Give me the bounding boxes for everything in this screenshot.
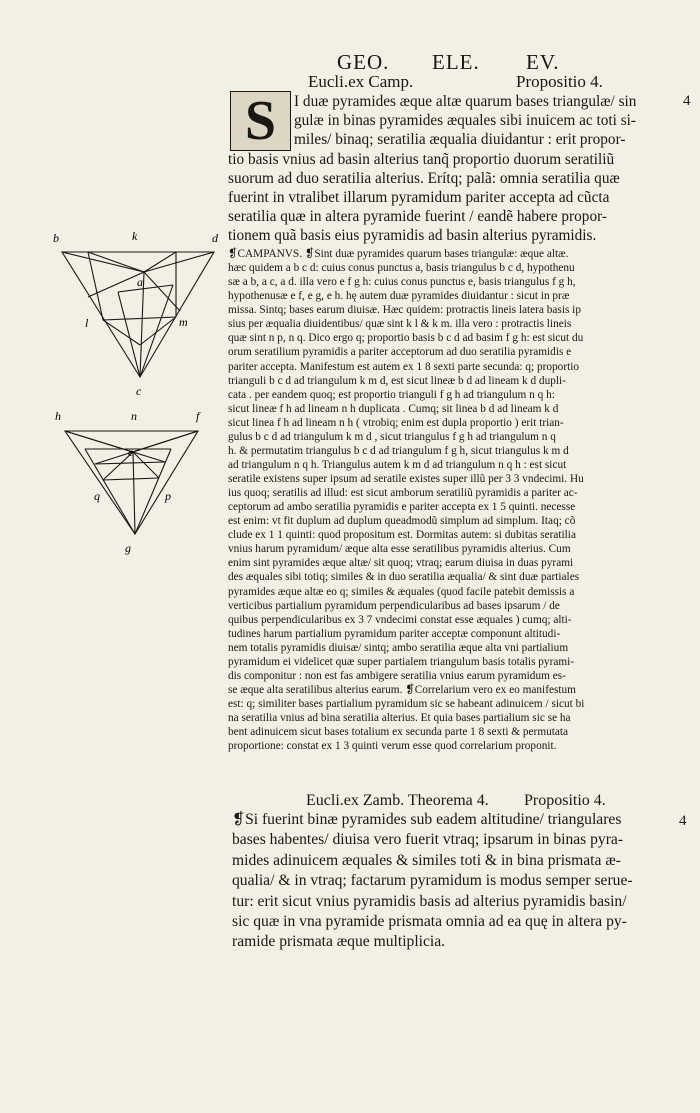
text-line: gulæ in binas pyramides æquales sibi inuicem ac toti si- [294, 112, 637, 130]
text-line: sicut lineæ f h ad lineam n h duplicata . Cumq; sit linea b d ad lineam k d [228, 402, 559, 415]
text-line: miles/ binaq; seratilia æqualia diuidantur : erit propor- [294, 131, 626, 149]
text-line: suorum ad duo seratilia alterius. Erítq; palã: omnia seratilia quæ [228, 169, 620, 187]
text-line: bent adinuicem sicut bases totalium ex secunda parte 1 8 sexti & permutata [228, 726, 569, 739]
text-line: est enim: vt fit duplum ad duplum queadmodũ simplum ad simplum. Itaq; cõ [228, 515, 576, 528]
header-word-2: ELE. [432, 50, 480, 74]
text-line: cata . per eandem quoq; est proportio trianguli f g h ad triangulum n q h: [228, 388, 555, 401]
label-d: d [212, 231, 218, 245]
text-line: pariter accepta. Manifestum est autem ex 1 8 sexti parte secunda: q; proportio [228, 360, 580, 373]
text-line: tionem quã basis eius pyramidis ad basin alterius pyramidis. [228, 227, 597, 245]
text-line: pyramidum ei videlicet quæ super partialem triangulum basis totalis pyrami- [228, 655, 575, 668]
text-line: trianguli b c d ad triangulum k m d, est sicut lineæ b d ad lineam k d dupli- [228, 374, 566, 387]
label-f: f [196, 409, 200, 423]
pyramid-figure-efgh [55, 404, 215, 564]
text-line: ius quoq; seratilis ad illud: est sicut amborum seratiliũ pyramidis a pariter ac- [228, 487, 578, 500]
subheading-zamberti: Eucli.ex Zamb. Theorema 4. [306, 792, 489, 809]
text-line: sicut linea f h ad lineam n h ( vtrobiq; enim est dupla proportio ) erit trian- [228, 416, 564, 429]
text-line: tudines harum partialium pyramidum pariter acceptæ componunt altitudi- [228, 627, 561, 640]
text-line: h. & permutatim triangulus b c d ad triangulum f g h, sicut triangulus k m d [228, 444, 569, 457]
text-line: ramide prismata æque multiplicia. [232, 933, 446, 951]
text-line: ceptorum ad ambo seratilia pyramidis e pariter accepta ex 1 5 quinti. necesse [228, 501, 576, 514]
text-line: hypothenusæ e f, e g, e h. hę autem duæ pyramides diuidantur : sicut in præ [228, 290, 570, 303]
text-line: sæ a b, a c, a d. illa vero e f g h: cuius conus punctus e, basis triangulus f g h, [228, 276, 576, 289]
header-word-1: GEO. [337, 50, 390, 74]
label-l: l [85, 316, 89, 330]
text-line: nem totalis pyramidis diuisæ/ sintq; ambo seratilia æque alta vni partialium [228, 641, 569, 654]
text-line: seratile existens super ipsum ad seratile existes super illũ per 3 3 vndecimi. Hu [228, 473, 584, 485]
label-p: p [165, 489, 171, 503]
campanus-commentary [228, 247, 674, 753]
label-e: e [128, 445, 134, 459]
proposition-text [228, 92, 676, 246]
text-line: missa. Sintq; bases earum diuisæ. Hæc quidem: protractis lineis latera basis ip [228, 304, 581, 317]
header-word-3: EV. [526, 50, 560, 74]
text-line: orum seratilium pyramidis a pariter acceptorum ad duo seratilia pyramidis e [228, 346, 572, 359]
text-line: gulus b c d ad triangulum k m d , sicut triangulus f g h ad triangulum n q [228, 430, 556, 443]
text-line: sius per æqualia diuidentibus/ quæ sint k l & k m. illa vero : protractis lineis [228, 318, 572, 331]
margin-number-a: 4 [683, 93, 691, 109]
margin-number-b: 4 [679, 813, 687, 829]
text-line: clude ex 1 1 quinti: quod propositum est. Dormitas autem: si dubitas seratilia [228, 529, 576, 542]
text-line: quibus perpendicularibus ex 3 7 vndecimi constat esse æquales ) cumq; alti- [228, 613, 572, 626]
text-line: est: q; similiter bases partialium pyramidum sic se habeant adinuicem / sicut bi [228, 698, 585, 710]
text-line: I duæ pyramides æque altæ quarum bases triangulæ/ sin [294, 93, 637, 110]
text-line: seratilia quæ in altera pyramide fuerint / eandẽ habere propor- [228, 208, 607, 226]
text-line: tio basis vnius ad basin alterius tanq̃ proportio duorum seratiliũ [228, 150, 615, 168]
text-line: ❡Si fuerint binæ pyramides sub eadem altitudine/ triangulares [232, 811, 622, 828]
label-m: m [179, 315, 188, 329]
label-c: c [136, 384, 142, 398]
text-line: pyramides æque altæ eo q; similes & æquales (quod facile patebit demissis a [228, 585, 575, 598]
text-line: mides adinuicem æquales & similes toti & in bina prismata æ- [232, 851, 621, 869]
label-a: a [137, 275, 143, 289]
subheading-campanus: Eucli.ex Camp. [308, 72, 414, 91]
label-k: k [132, 229, 138, 243]
proposition-label-a: Propositio 4. [516, 72, 603, 91]
text-line: vnius harum pyramidum/ æque alta esse seratilibus pyramidis alterius. Cum [228, 543, 571, 556]
text-line: ad triangulum n q h. Triangulus autem k m d ad triangulum n q h : est sicut [228, 458, 567, 471]
text-line: na seratilia vnius ad bina seratilia alterius. Et quia bases partialium sic se ha [228, 712, 571, 725]
text-line: qualia/ & in vtraq; factarum pyramidum is modus semper serue- [232, 872, 633, 890]
text-line: quæ sint n p, n q. Dico ergo q; proportio basis b c d ad basim f g h: est sicut du [228, 332, 584, 345]
drop-cap: S [230, 91, 291, 151]
text-line: verticibus partialium pyramidum perpendicularibus ad bases ipsarum / de [228, 599, 560, 612]
text-line: enim sint pyramides æque altæ/ sit quoq; vtraq; earum diuisa in duas pyrami [228, 557, 574, 570]
text-line: ❡CAMPANVS. ❡Sint duæ pyramides quarum bases triangulæ: æque altæ. [228, 248, 569, 260]
label-b: b [53, 231, 59, 245]
label-h: h [55, 409, 61, 423]
text-line: des æquales sibi totiq; similes & in duo seratilia æqualia/ & sint duæ partiales [228, 571, 580, 584]
proposition-label-b: Propositio 4. [524, 792, 606, 809]
label-q: q [94, 489, 100, 503]
text-line: hæc quidem a b c d: cuius conus punctus a, basis triangulus b c d, hypothenu [228, 262, 575, 275]
pyramid-figure-abcd [48, 225, 228, 405]
text-line: tur: erit sicut vnius pyramidis basis ad alterius pyramidis basin/ [232, 892, 627, 910]
label-g: g [125, 541, 131, 555]
text-line: sic quæ in vna pyramide prismata omnia ad ea quę in altera py- [232, 913, 627, 931]
text-line: bases habentes/ diuisa vero fuerit vtraq; ipsarum in binas pyra- [232, 831, 624, 849]
label-n: n [131, 409, 137, 423]
text-line: se æque alta seratilibus alterius earum. ❡Correlarium vero ex eo manifestum [228, 683, 576, 696]
text-line: dis componitur : non est fas ambigere seratilia vnius earum pyramidum es- [228, 669, 566, 682]
text-line: fuerint in vtralibet illarum pyramidum pariter accepta ad cũcta [228, 189, 610, 207]
text-line: proportione: constat ex 1 3 quinti verum esse quod correlarium proponit. [228, 740, 557, 753]
zamberti-proposition-text [232, 810, 676, 953]
